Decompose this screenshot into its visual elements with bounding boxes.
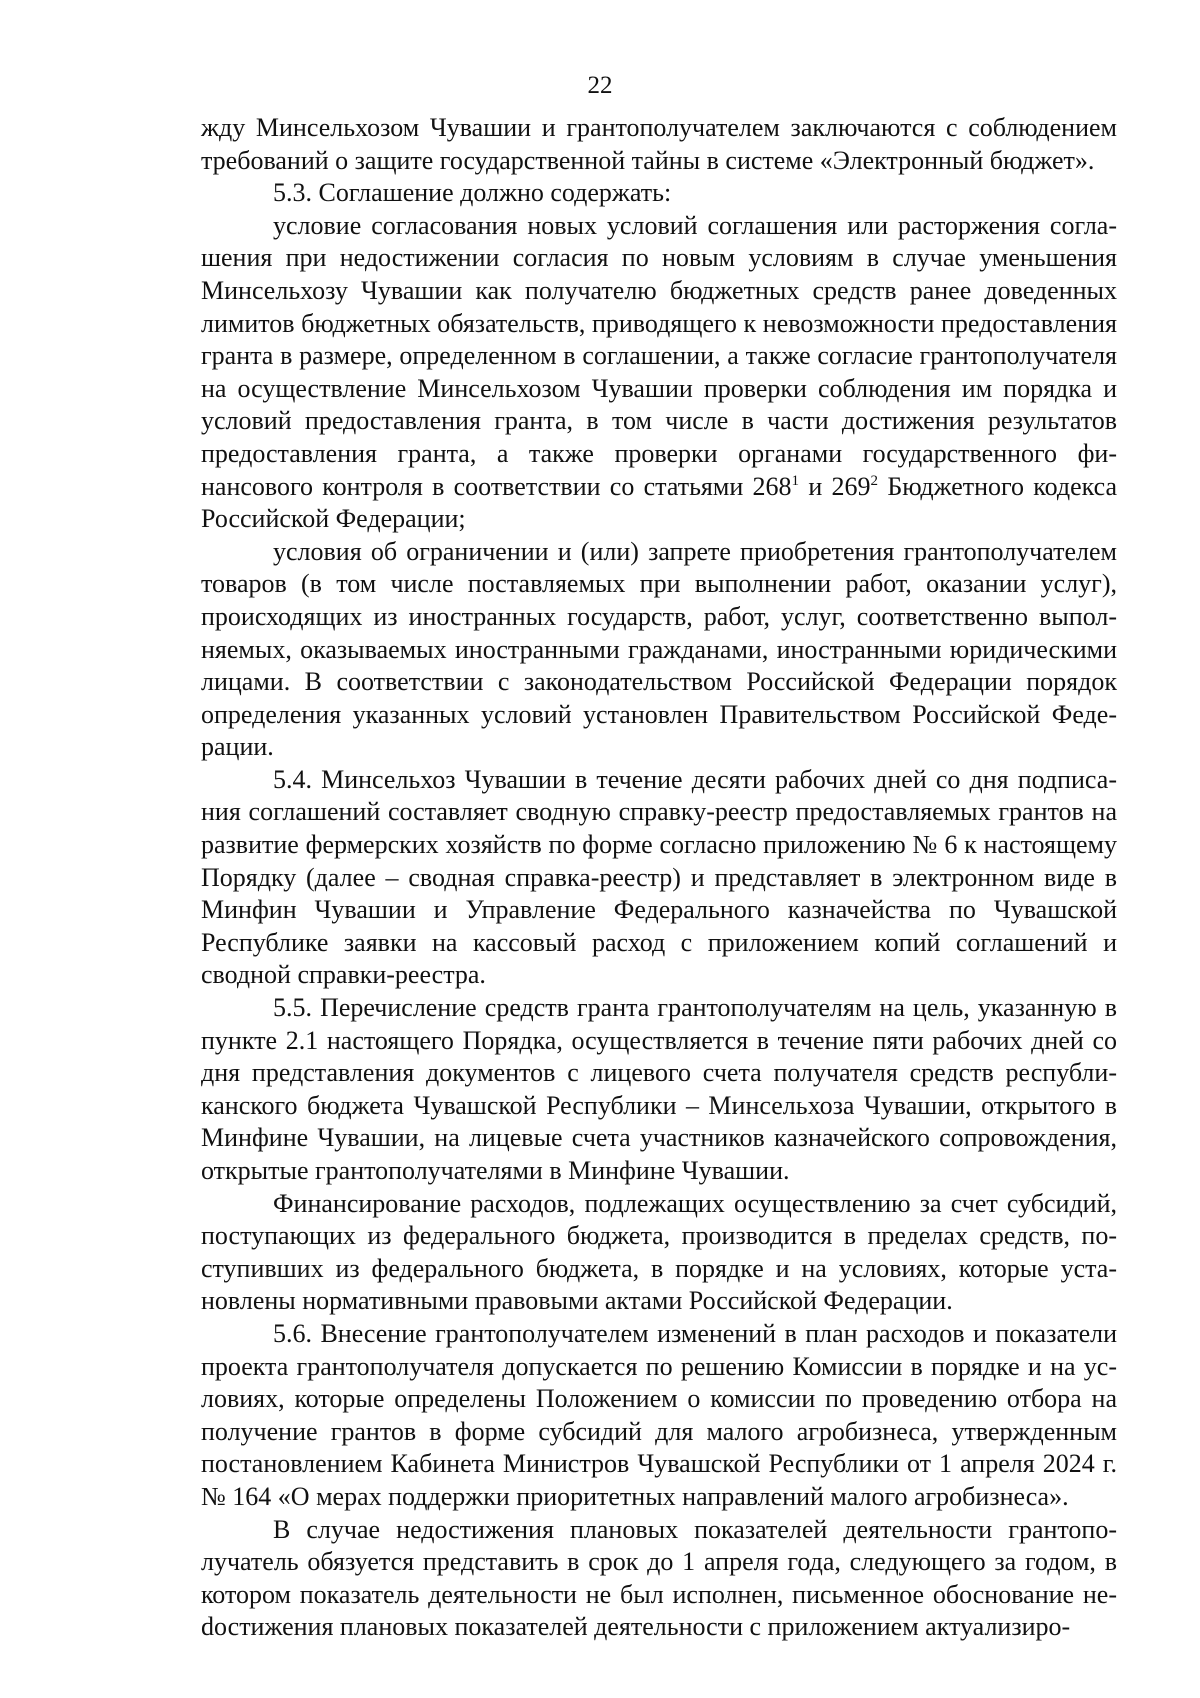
document-body [201, 112, 1117, 1644]
page-number: 22 [587, 72, 613, 99]
paragraph-agreement-conditions-text: условие согласования новых условий соглашения или расторжения соглашения при недостижении согласия по новым условиям в случае уменьшения Минсельхозу Чувашии как получателю бюджетных средств ранее доведенных лимитов бюджетных обязательств, приводящего к невозможности предоставления гранта в размере, определенном в соглашении, а также согласие грантополучателя на осуществление Минсельхозом Чувашии проверки соблюдения им порядка и условий предоставления гранта, в том числе в части достижения результатов предоставления гранта, а также проверки органами государственного финансового контроля в соответствии со статьями [201, 210, 1117, 501]
paragraph-5-6: 5.6. Внесение грантополучателем изменений в план расходов и показатели проекта грантополучателя допускается по решению Комиссии в порядке и на условиях, которые определены Положением о комиссии по проведению отбора на получение грантов в форме субсидий для малого агробизнеса, утвержденным постановлением Кабинета Министров Чувашской Республики от 1 апреля 2024 г. № 164 «О мерах поддержки приоритетных направлений малого агробизнеса». [201, 1318, 1117, 1511]
paragraph-5-3-heading: 5.3. Соглашение должно содержать: [273, 178, 672, 208]
paragraph-foreign-goods-restriction: условия об ограничении и (или) запрете приобретения грантополучателем товаров (в том числе поставляемых при выполнении работ, оказании услуг), происходящих из иностранных государств, работ, услуг, соответственно выполняемых, оказываемых иностранными гражданами, иностранными юридическими лицами. В соответствии с законодательством Российской Федерации порядок определения указанных условий установлен Правительством Российской Федерации. [201, 536, 1117, 762]
superscript-1: 1 [791, 472, 800, 489]
paragraph-5-5: 5.5. Перечисление средств гранта грантополучателям на цель, указанную в пункте 2.1 настоящего Порядка, осуществляется в течение пяти рабочих дней со дня представления документов с лицевого счета получателя средств республиканского бюджета Чувашской Республики – Минсельхоза Чувашии, открытого в Минфине Чувашии, на лицевые счета участников казначейского сопровождения, открытые грантополучателями в Минфине Чувашии. [201, 993, 1117, 1185]
superscript-2: 2 [870, 472, 879, 489]
paragraph-indicators-failure: В случае недостижения плановых показателей деятельности грантополучатель обязуется представить в срок до 1 апреля года, следующего за годом, в котором показатель деятельности не был исполнен, письменное обоснование неdостижения плановых показателей деятельности с приложением актуализиро- [201, 1514, 1117, 1642]
article-268-ref: $268^1$ [752, 471, 800, 501]
paragraph-continuation: жду Минсельхозом Чувашии и грантополучателем заключаются с соблюдением требований о защите государственной тайны в системе «Электронный бюджет». [201, 113, 1117, 175]
paragraph-agreement-conditions: условие согласования новых условий соглашения или расторжения соглашения при недостижении согласия по новым условиям в случае уменьшения Минсельхозу Чувашии как получателю бюджетных средств ранее доведенных лимитов бюджетных обязательств, приводящего к невозможности предоставления гранта в размере, определенном в соглашении, а также согласие грантополучателя на осуществление Минсельхозом Чувашии проверки соблюдения им порядка и условий предоставления гранта, в том числе в части достижения результатов предоставления гранта, а также проверки органами государственного финансового контроля в соответствии со статьями $268^1$ и $269^2$ Бюджетного кодекса Российской Федерации; [201, 210, 1118, 534]
paragraph-5-4: 5.4. Минсельхоз Чувашии в течение десяти рабочих дней со дня подписания соглашений составляет сводную справку-реестр предоставляемых грантов на развитие фермерских хозяйств по форме согласно приложению № 6 к настоящему Порядку (далее – сводная справка-реестр) и представляет в электронном виде в Минфин Чувашии и Управление Федерального казначейства по Чувашской Республике заявки на кассовый расход с приложением копий соглашений и сводной справки-реестра. [201, 764, 1117, 990]
article-269-ref: $269^2$ [831, 471, 879, 501]
paragraph-financing: Финансирование расходов, подлежащих осуществлению за счет субсидий, поступающих из федерального бюджета, производится в пределах средств, поступивших из федерального бюджета, в порядке и на условиях, которые установлены нормативными правовыми актами Российской Федерации. [201, 1188, 1117, 1316]
